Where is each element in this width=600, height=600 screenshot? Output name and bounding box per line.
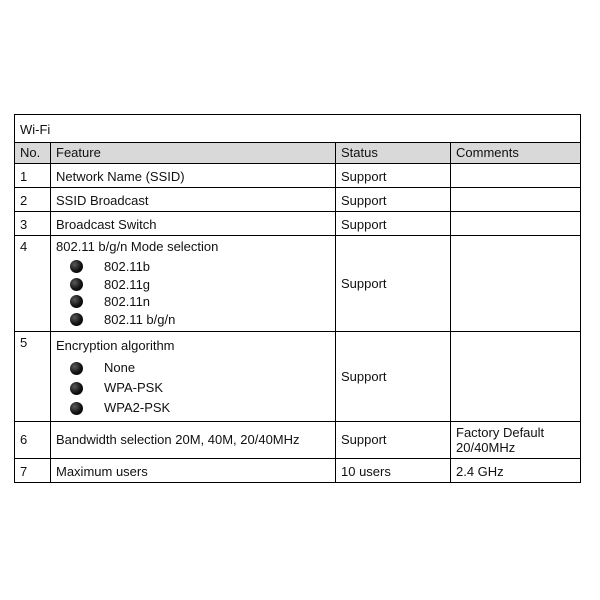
- list-item: [68, 378, 330, 398]
- comments-cell: [451, 188, 581, 212]
- status-cell: Support: [336, 332, 451, 422]
- comment-line: Factory Default: [456, 425, 545, 440]
- table-row: [15, 212, 581, 236]
- bullet-icon: [70, 260, 83, 273]
- wifi-spec-table: [14, 114, 581, 483]
- comment-line: 20/40MHz: [456, 440, 516, 455]
- table-row: [15, 188, 581, 212]
- comments-cell: 2.4 GHz: [451, 459, 581, 483]
- table-row: [15, 164, 581, 188]
- comments-cell: [451, 164, 581, 188]
- status-cell: Support: [336, 164, 451, 188]
- row-number: 2: [15, 188, 51, 212]
- feature-cell: Bandwidth selection 20M, 40M, 20/40MHz: [51, 422, 336, 459]
- option-list: [56, 358, 330, 418]
- list-item: [68, 293, 330, 311]
- option-label: None: [104, 360, 136, 375]
- comments-cell: [451, 332, 581, 422]
- row-number: 4: [15, 236, 51, 332]
- status-cell: Support: [336, 422, 451, 459]
- header-no: No.: [15, 143, 51, 164]
- list-item: [68, 398, 330, 418]
- list-item: [68, 276, 330, 294]
- status-cell: 10 users: [336, 459, 451, 483]
- list-item: [68, 258, 330, 276]
- feature-cell: [51, 332, 336, 422]
- status-cell: Support: [336, 188, 451, 212]
- feature-cell: Network Name (SSID): [51, 164, 336, 188]
- row-number: 7: [15, 459, 51, 483]
- table-row: [15, 459, 581, 483]
- header-feature: Feature: [51, 143, 336, 164]
- option-label: 802.11 b/g/n: [104, 311, 176, 327]
- feature-cell: [51, 236, 336, 332]
- comments-cell: [451, 212, 581, 236]
- bullet-icon: [70, 295, 83, 308]
- option-label: WPA2-PSK: [104, 400, 171, 415]
- comments-cell: [451, 422, 581, 459]
- status-cell: Support: [336, 236, 451, 332]
- option-label: 802.11n: [104, 294, 151, 309]
- bullet-icon: [70, 313, 83, 326]
- option-label: WPA-PSK: [104, 380, 163, 395]
- feature-cell: SSID Broadcast: [51, 188, 336, 212]
- bullet-icon: [70, 362, 83, 375]
- header-comments: Comments: [451, 143, 581, 164]
- bullet-icon: [70, 402, 83, 415]
- status-cell: Support: [336, 212, 451, 236]
- row-number: 3: [15, 212, 51, 236]
- feature-cell: Maximum users: [51, 459, 336, 483]
- table-row: [15, 422, 581, 459]
- table-title: Wi-Fi: [15, 115, 581, 143]
- row-number: 1: [15, 164, 51, 188]
- row-number: 5: [15, 332, 51, 422]
- row-number: 6: [15, 422, 51, 459]
- option-list: [56, 258, 330, 328]
- bullet-icon: [70, 278, 83, 291]
- table-title-row: [15, 115, 581, 143]
- feature-title: 802.11 b/g/n Mode selection: [56, 239, 219, 254]
- header-status: Status: [336, 143, 451, 164]
- feature-title: Encryption algorithm: [56, 338, 175, 353]
- feature-cell: Broadcast Switch: [51, 212, 336, 236]
- option-label: 802.11g: [104, 276, 151, 292]
- table-row: [15, 332, 581, 422]
- list-item: [68, 358, 330, 378]
- bullet-icon: [70, 382, 83, 395]
- comments-cell: [451, 236, 581, 332]
- table-row: [15, 236, 581, 332]
- option-label: 802.11b: [104, 259, 151, 274]
- table-header-row: [15, 143, 581, 164]
- list-item: [68, 311, 330, 329]
